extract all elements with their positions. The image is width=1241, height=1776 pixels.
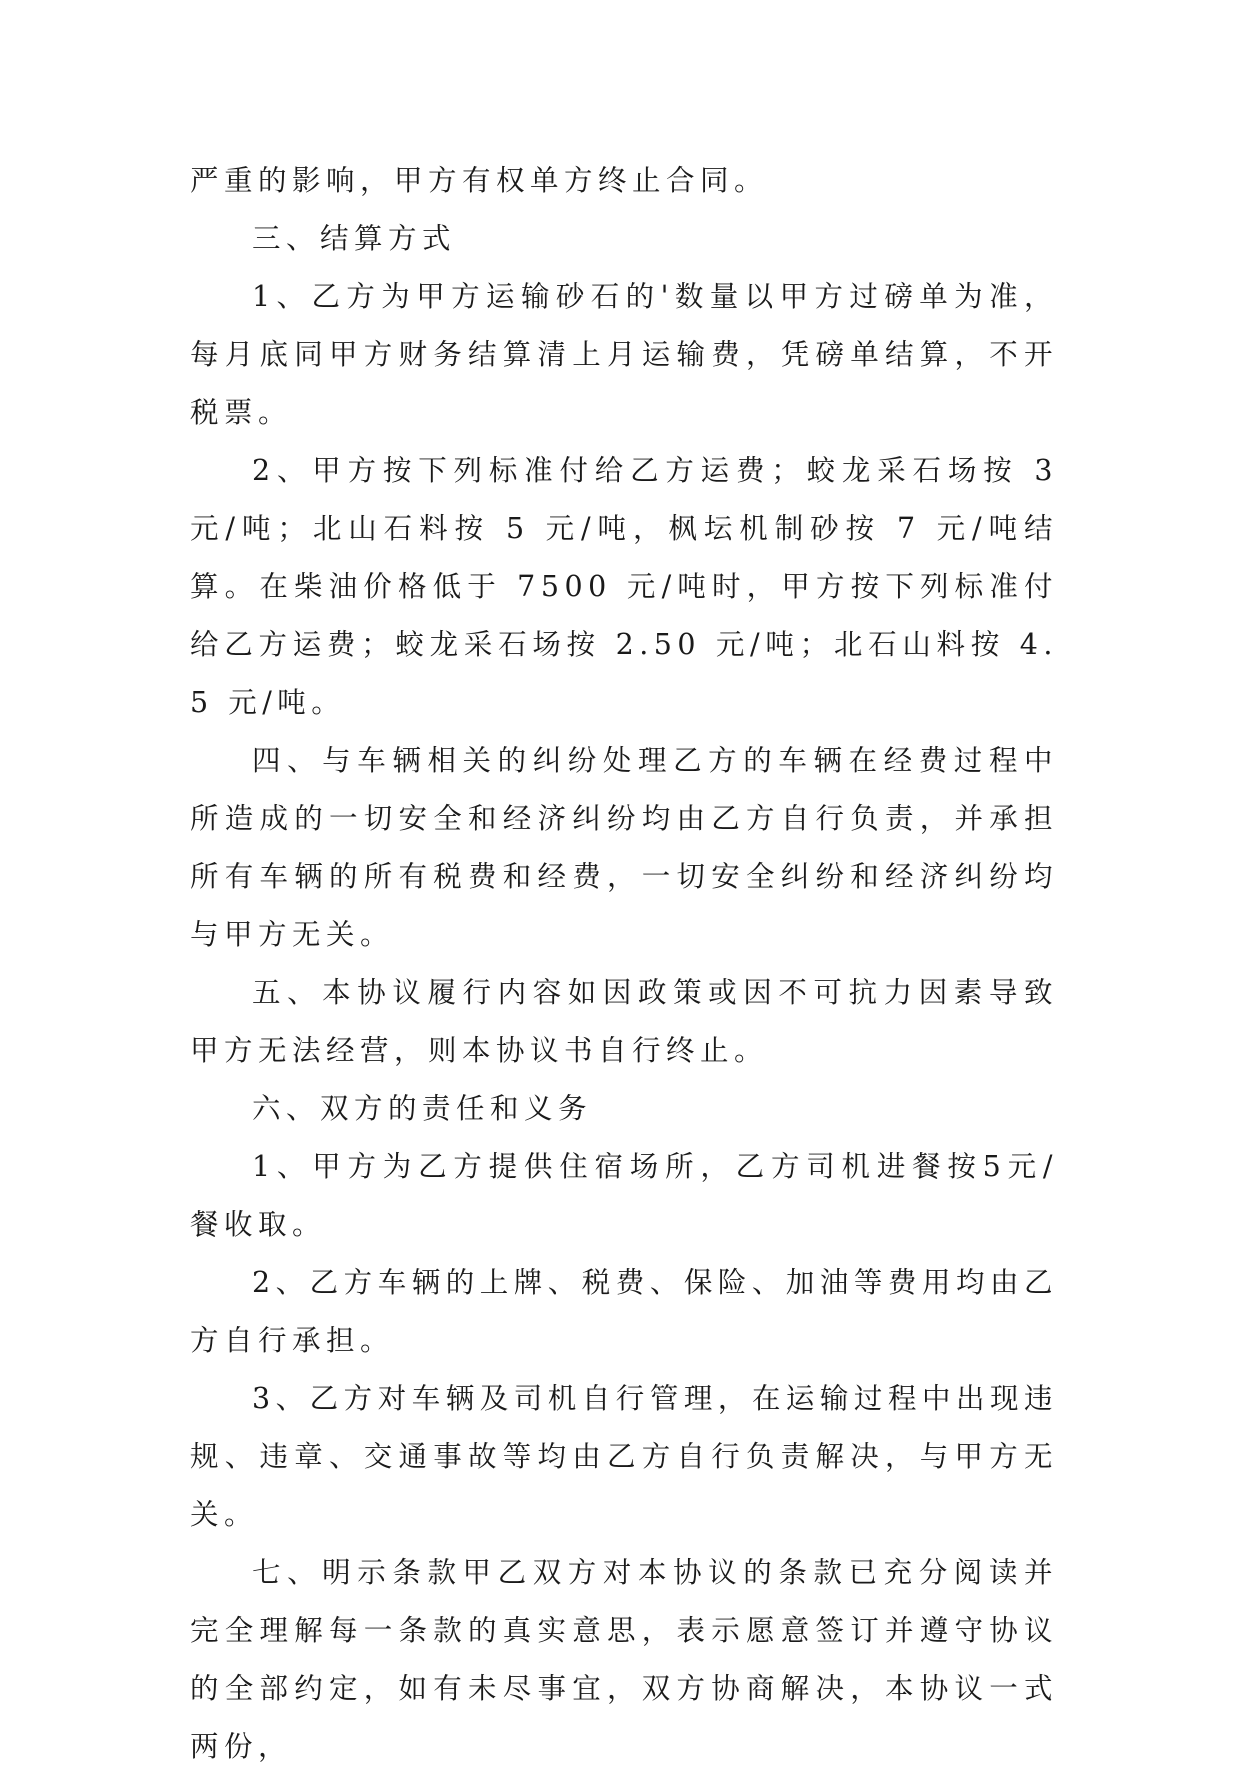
paragraph-continuation: 严重的影响，甲方有权单方终止合同。 (190, 164, 769, 197)
document-page (190, 152, 1058, 1776)
paragraph-settlement-item-1: 1、乙方为甲方运输砂石的'数量以甲方过磅单为准，每月底同甲方财务结算清上月运输费，凭磅单结算，不开税票。 (190, 280, 1058, 429)
paragraph-responsibility-item-1: 1、甲方为乙方提供住宿场所，乙方司机进餐按5元/餐收取。 (190, 1150, 1058, 1241)
paragraph-section-explicit-terms: 七、明示条款甲乙双方对本协议的条款已充分阅读并完全理解每一条款的真实意思，表示愿意签订并遵守协议的全部约定，如有未尽事宜，双方协商解决，本协议一式两份， (190, 1556, 1058, 1763)
paragraph-settlement-item-2: 2、甲方按下列标准付给乙方运费；蛟龙采石场按 3 元/吨；北山石料按 5 元/吨，枫坛机制砂按 7 元/吨结算。在柴油价格低于 7500 元/吨时，甲方按下列标准付给乙方运费；蛟龙采石场按 2.50 元/吨；北石山料按 4.5 元/吨。 (190, 454, 1058, 719)
paragraph-section-termination: 五、本协议履行内容如因政策或因不可抗力因素导致甲方无法经营，则本协议书自行终止。 (190, 976, 1058, 1067)
paragraph-responsibility-item-3: 3、乙方对车辆及司机自行管理，在运输过程中出现违规、违章、交通事故等均由乙方自行负责解决，与甲方无关。 (190, 1382, 1058, 1531)
paragraph-section-vehicle-disputes: 四、与车辆相关的纠纷处理乙方的车辆在经费过程中所造成的一切安全和经济纠纷均由乙方自行负责，并承担所有车辆的所有税费和经费，一切安全纠纷和经济纠纷均与甲方无关。 (190, 744, 1058, 951)
paragraph-responsibility-item-2: 2、乙方车辆的上牌、税费、保险、加油等费用均由乙方自行承担。 (190, 1266, 1058, 1357)
section-heading-responsibilities: 六、双方的责任和义务 (252, 1092, 593, 1125)
section-heading-settlement: 三、结算方式 (252, 222, 457, 255)
